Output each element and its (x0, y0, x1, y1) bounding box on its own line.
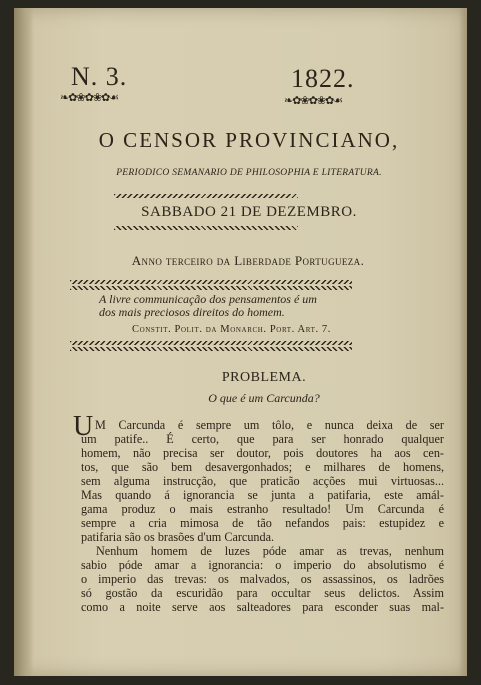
article-line: sem alguma instrucção, que praticão acções mui virtuosas... (81, 474, 444, 488)
article-heading: PROBLEMA. (221, 370, 307, 385)
article-line: sempre a cria mimosa de tão nefandos pais: estupidez e (81, 516, 444, 530)
right-ornament: ❧✿❀✿❀✿☙ (284, 95, 343, 107)
issue-date: SABBADO 21 DE DEZEMBRO. (141, 204, 357, 220)
left-ornament: ❧✿❀✿❀✿☙ (60, 92, 119, 104)
wavy-rule (114, 226, 298, 230)
wavy-rule (70, 280, 352, 284)
article-line: Nenhum homem de luzes póde amar as trevas, nenhum (96, 544, 444, 558)
newspaper-title: O CENSOR PROVINCIANO, (98, 128, 400, 152)
page-edge-shadow (459, 8, 467, 676)
article-question: O que é um Carcunda? (208, 391, 320, 405)
article-line: um patife.. É certo, que para ser honrado qualquer (81, 432, 444, 446)
article-line: o imperio das trevas: os malvados, os assassinos, os ladrões (81, 572, 444, 586)
epigraph-line-2: dos mais preciosos direitos do homem. (99, 305, 285, 319)
article-line: gama produz o mais estranho resultado! Um Carcunda é (81, 502, 444, 516)
article-line: só gostão da escuridão para occultar seus delictos. Assim (81, 586, 444, 600)
page-fold-shadow (14, 8, 34, 676)
article-line: sabio póde amar a ignorancia: o imperio do absolutismo é (81, 558, 444, 572)
wavy-rule (70, 286, 352, 290)
article-line: M Carcunda é sempre um tôlo, e nunca deixa de ser (95, 418, 444, 432)
newspaper-page (14, 8, 467, 676)
article-line: como a noite serve aos salteadores para esconder suas mal- (81, 600, 444, 614)
issue-number: N. 3. (71, 62, 128, 91)
epigraph-line-1: A livre communicação dos pensamentos é um (99, 292, 317, 306)
drop-cap: U (73, 411, 94, 442)
epigraph-source: Constit. Polit. da Monarch. Port. Art. 7. (132, 324, 331, 335)
article-line: Mas quando á ignorancia se junta a patifaria, este amál- (81, 488, 444, 502)
article-line: tos, que são bem desavergonhados; e milhares de homens, (81, 460, 444, 474)
wavy-rule (114, 194, 298, 198)
wavy-rule (70, 347, 352, 351)
article-line: homem, não precisa ser doutor, pois doutores ha aos cen- (81, 446, 444, 460)
newspaper-subtitle: PERIODICO SEMANARIO DE PHILOSOPHIA E LITERATURA. (116, 168, 382, 178)
wavy-rule (70, 341, 352, 345)
issue-year: 1822. (291, 64, 355, 93)
year-of-liberty: Anno terceiro da Liberdade Portugueza. (131, 253, 365, 268)
article-line: patifaria são os brasões d'um Carcunda. (81, 530, 275, 544)
